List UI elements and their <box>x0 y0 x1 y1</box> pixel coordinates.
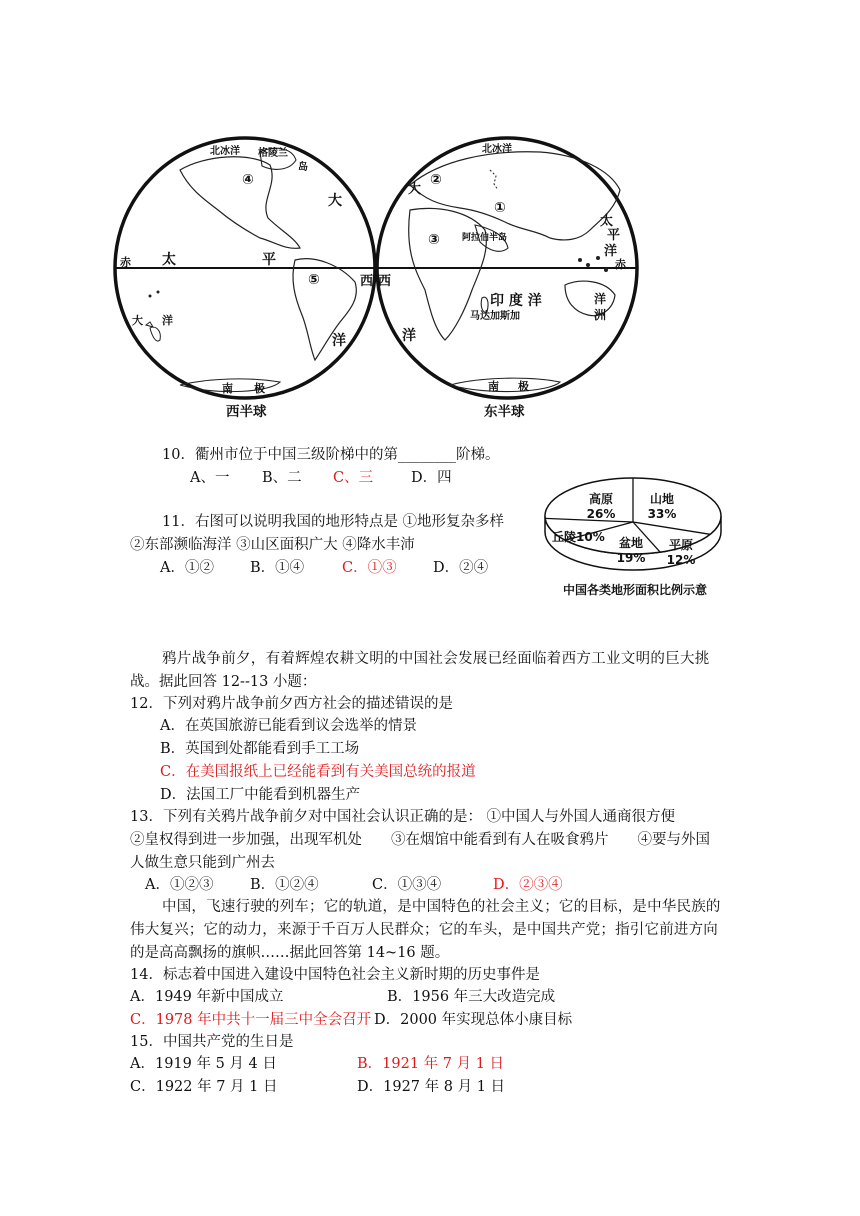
west-xi-label: 西 <box>360 274 374 289</box>
west-island-label: 岛 <box>298 162 308 173</box>
q12-option-a[interactable]: A．在英国旅游已能看到议会选举的情景 <box>160 718 417 734</box>
pie-chart-drawing <box>538 472 738 582</box>
passage2-line1: 中国，飞速行驶的列车；它的轨道，是中国特色的社会主义；它的目标，是中华民族的 <box>162 899 721 915</box>
q13-line1: 13．下列有关鸦片战争前夕对中国社会认识正确的是： ①中国人与外国人通商很方便 <box>130 809 676 825</box>
q15-option-b[interactable]: B．1921 年 7 月 1 日 <box>357 1056 505 1072</box>
q15-option-c[interactable]: C．1922 年 7 月 1 日 <box>130 1079 278 1095</box>
pie-category-plateau: 高原 <box>588 492 613 506</box>
west-greenland-label: 格陵兰 <box>258 148 288 159</box>
pie-category-basin: 盆地 <box>618 536 643 550</box>
east-yang-label: 洋 <box>604 244 618 259</box>
q10-option-a[interactable]: A、一 <box>190 470 230 486</box>
q12-stem: 12．下列对鸦片战争前夕西方社会的描述错误的是 <box>130 696 453 712</box>
passage1-line1: 鸦片战争前夕，有着辉煌农耕文明的中国社会发展已经面临着西方工业文明的巨大挑 <box>162 651 710 667</box>
west-da2-label: 大 <box>132 314 143 327</box>
pie-value-basin: 19% <box>616 551 646 565</box>
q13-option-d[interactable]: D．②③④ <box>493 877 563 893</box>
q14-option-c[interactable]: C．1978 年中共十一届三中全会召开 <box>130 1012 372 1028</box>
q13-option-c[interactable]: C．①③④ <box>372 877 442 893</box>
east-aus-zhou-label: 洲 <box>594 308 607 322</box>
east-ping-label: 平 <box>607 228 621 243</box>
west-num5: ⑤ <box>308 272 320 288</box>
west-arctic-label: 北冰洋 <box>210 146 240 157</box>
q10-option-c[interactable]: C、三 <box>333 470 374 486</box>
q14-option-b[interactable]: B．1956 年三大改造完成 <box>387 989 556 1005</box>
west-ji-label: 极 <box>254 382 265 395</box>
east-hemisphere-caption: 东半球 <box>484 404 525 420</box>
east-indian-label: 印 度 洋 <box>490 293 542 309</box>
q14-stem: 14．标志着中国进入建设中国特色社会主义新时期的历史事件是 <box>130 967 540 983</box>
terrain-pie-chart <box>538 472 738 617</box>
east-arctic-label: 北冰洋 <box>482 144 512 155</box>
q15-stem: 15．中国共产党的生日是 <box>130 1034 294 1050</box>
q11-stem-line2: ②东部濒临海洋 ③山区面积广大 ④降水丰沛 <box>130 537 415 553</box>
west-hemisphere-caption: 西半球 <box>226 404 267 420</box>
q12-option-c[interactable]: C．在美国报纸上已经能看到有关美国总统的报道 <box>160 764 476 780</box>
pie-value-plateau: 26% <box>586 507 616 521</box>
west-da-label: 大 <box>328 193 342 209</box>
pie-label-plateau <box>583 490 619 521</box>
q10-stem: 10．衢州市位于中国三级阶梯中的第________阶梯。 <box>162 447 500 463</box>
q11-option-b[interactable]: B．①④ <box>250 560 305 576</box>
q14-option-d[interactable]: D．2000 年实现总体小康目标 <box>374 1012 573 1028</box>
pie-category-plain: 平原 <box>668 538 693 552</box>
pie-category-mountain: 山地 <box>649 492 674 506</box>
east-tai-label: 太 <box>600 214 614 229</box>
q12-option-b[interactable]: B．英国到处都能看到手工工场 <box>160 741 360 757</box>
east-num3: ③ <box>428 232 440 248</box>
east-nan-label: 南 <box>488 380 499 393</box>
west-yang2-label: 洋 <box>162 314 173 327</box>
q15-option-d[interactable]: D．1927 年 8 月 1 日 <box>357 1079 506 1095</box>
passage1-line2: 战。据此回答 12--13 小题： <box>130 674 317 690</box>
west-ping-label: 平 <box>262 252 276 268</box>
east-madagascar-label: 马达加斯加 <box>470 311 520 322</box>
q11-option-c[interactable]: C．①③ <box>342 560 397 576</box>
pie-category-hills: 丘陵 <box>552 530 577 544</box>
west-num4: ④ <box>242 172 254 188</box>
q11-stem-line1: 11．右图可以说明我国的地形特点是 ①地形复杂多样 <box>162 514 505 530</box>
east-yang-bottom-label: 洋 <box>402 328 416 344</box>
pie-label-mountain <box>644 490 680 521</box>
q14-option-a[interactable]: A．1949 年新中国成立 <box>130 989 284 1005</box>
pie-label-basin <box>614 534 648 565</box>
q12-option-d[interactable]: D．法国工厂中能看到机器生产 <box>160 787 361 803</box>
hemisphere-map <box>110 130 650 420</box>
west-yang-label: 洋 <box>332 333 346 349</box>
q13-line2: ②皇权得到进一步加强，出现军机处 ③在烟馆中能看到有人在吸食鸦片 ④要与外国 <box>130 832 710 848</box>
east-ji-label: 极 <box>518 380 529 393</box>
q10-option-b[interactable]: B、二 <box>262 470 302 486</box>
passage2-line3: 的是高高飘扬的旗帜……据此回答第 14~16 题。 <box>130 945 450 961</box>
pie-value-plain: 12% <box>666 553 696 567</box>
q10-option-d[interactable]: D．四 <box>411 470 452 486</box>
east-xi-label: 西 <box>378 274 392 289</box>
east-arabia-label: 阿拉伯半岛 <box>462 233 508 243</box>
q13-option-b[interactable]: B．①②④ <box>250 877 319 893</box>
q13-option-a[interactable]: A．①②③ <box>145 877 214 893</box>
q11-option-a[interactable]: A．①② <box>160 560 214 576</box>
west-nan-label: 南 <box>222 382 233 395</box>
q11-option-d[interactable]: D．②④ <box>433 560 489 576</box>
passage2-line2: 伟大复兴；它的动力，来源于千百万人民群众；它的车头，是中国共产党；指引它前进方向 <box>130 922 718 938</box>
west-tai-label: 太 <box>162 252 176 268</box>
pie-label-hills <box>552 528 605 545</box>
east-num1: ① <box>494 200 506 216</box>
pie-chart-title: 中国各类地形面积比例示意 <box>563 583 708 597</box>
east-chi-label: 赤 <box>615 258 626 271</box>
pie-value-mountain: 33% <box>647 507 677 521</box>
q15-option-a[interactable]: A．1919 年 5 月 4 日 <box>130 1056 277 1072</box>
pie-label-plain <box>664 536 698 567</box>
q13-line3: 人做生意只能到广州去 <box>130 855 275 871</box>
east-da-label: 大 <box>408 182 422 197</box>
pie-value-hills: 10% <box>576 530 605 544</box>
west-chi-label: 赤 <box>120 256 131 269</box>
east-aus-yang-label: 洋 <box>594 292 607 306</box>
east-num2: ② <box>430 172 442 188</box>
